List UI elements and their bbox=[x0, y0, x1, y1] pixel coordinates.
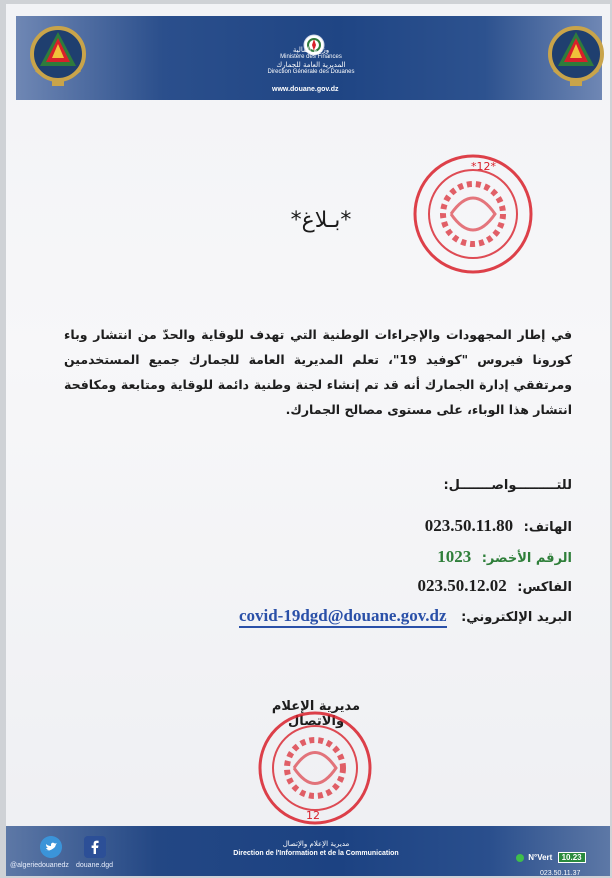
phone-row bbox=[166, 516, 572, 536]
green-number-badge bbox=[516, 852, 586, 863]
facebook-handle: douane.dgd bbox=[76, 862, 113, 869]
announcement-paragraph: في إطار المجهودات والإجراءات الوطنية التي تهدف للوقاية والحدّ من انتشار وباء كورونا فيروس "كوفيد 19"، تعلم المديرية العامة للجمارك جميع المستخدمين ومرتفقي إدارة الجمارك أنه قد تم إنشاء لجنة وطنية دائمة للوقاية ومتابعة ومكافحة انتشار هذا الوباء، على مستوى مصالح الجمارك. bbox=[64, 327, 572, 417]
fax-number: 023.50.12.02 bbox=[417, 576, 507, 595]
contact-heading: للتـــــــــواصـــــــل: bbox=[443, 478, 572, 493]
official-stamp-icon bbox=[256, 709, 374, 827]
nvert-label: N°Vert bbox=[528, 853, 553, 862]
direction-name-ar: المديرية العامة للجمارك bbox=[276, 61, 346, 69]
green-number-row bbox=[166, 547, 572, 567]
email-row bbox=[166, 606, 572, 626]
phone-icon bbox=[516, 854, 524, 862]
document-page bbox=[6, 4, 610, 876]
svg-text:12: 12 bbox=[306, 809, 320, 822]
fax-row bbox=[166, 576, 572, 596]
footer-banner bbox=[6, 826, 610, 876]
ministry-name-ar: وزارة المالية bbox=[292, 46, 330, 54]
footer-fax-number: 023.50.11.37 bbox=[540, 870, 581, 876]
green-number: 1023 bbox=[437, 547, 472, 566]
customs-emblem-icon bbox=[28, 20, 88, 94]
ministry-name-fr: Ministère des Finances bbox=[280, 54, 342, 60]
website-url: www.douane.gov.dz bbox=[272, 86, 339, 93]
footer-direction-ar: مديرية الإعلام والإتصال bbox=[282, 840, 350, 848]
green-number-label: الرقم الأخضر: bbox=[481, 551, 572, 566]
direction-name-fr: Direction Générale des Douanes bbox=[267, 69, 355, 75]
official-stamp-icon bbox=[411, 152, 535, 276]
twitter-handle: @algeriedouanedz bbox=[10, 862, 69, 869]
customs-emblem-icon bbox=[546, 20, 606, 94]
twitter-icon[interactable] bbox=[40, 836, 62, 858]
letterhead-banner bbox=[16, 16, 602, 100]
email-label: البريد الإلكتروني: bbox=[461, 610, 572, 625]
document-title: *بـلاغ* bbox=[290, 208, 352, 233]
signature-line: مديرية الإعلام والاتصال bbox=[271, 699, 361, 729]
svg-text:*12*: *12* bbox=[471, 160, 496, 173]
email-address: covid-19dgd@douane.gov.dz bbox=[239, 606, 447, 628]
footer-direction-fr: Direction de l'Information et de la Communication bbox=[233, 850, 399, 857]
phone-label: الهاتف: bbox=[523, 520, 572, 535]
phone-number: 023.50.11.80 bbox=[424, 516, 514, 535]
nvert-number: 10.23 bbox=[558, 852, 586, 863]
fax-label: الفاكس: bbox=[517, 580, 572, 595]
facebook-icon[interactable] bbox=[84, 836, 106, 858]
